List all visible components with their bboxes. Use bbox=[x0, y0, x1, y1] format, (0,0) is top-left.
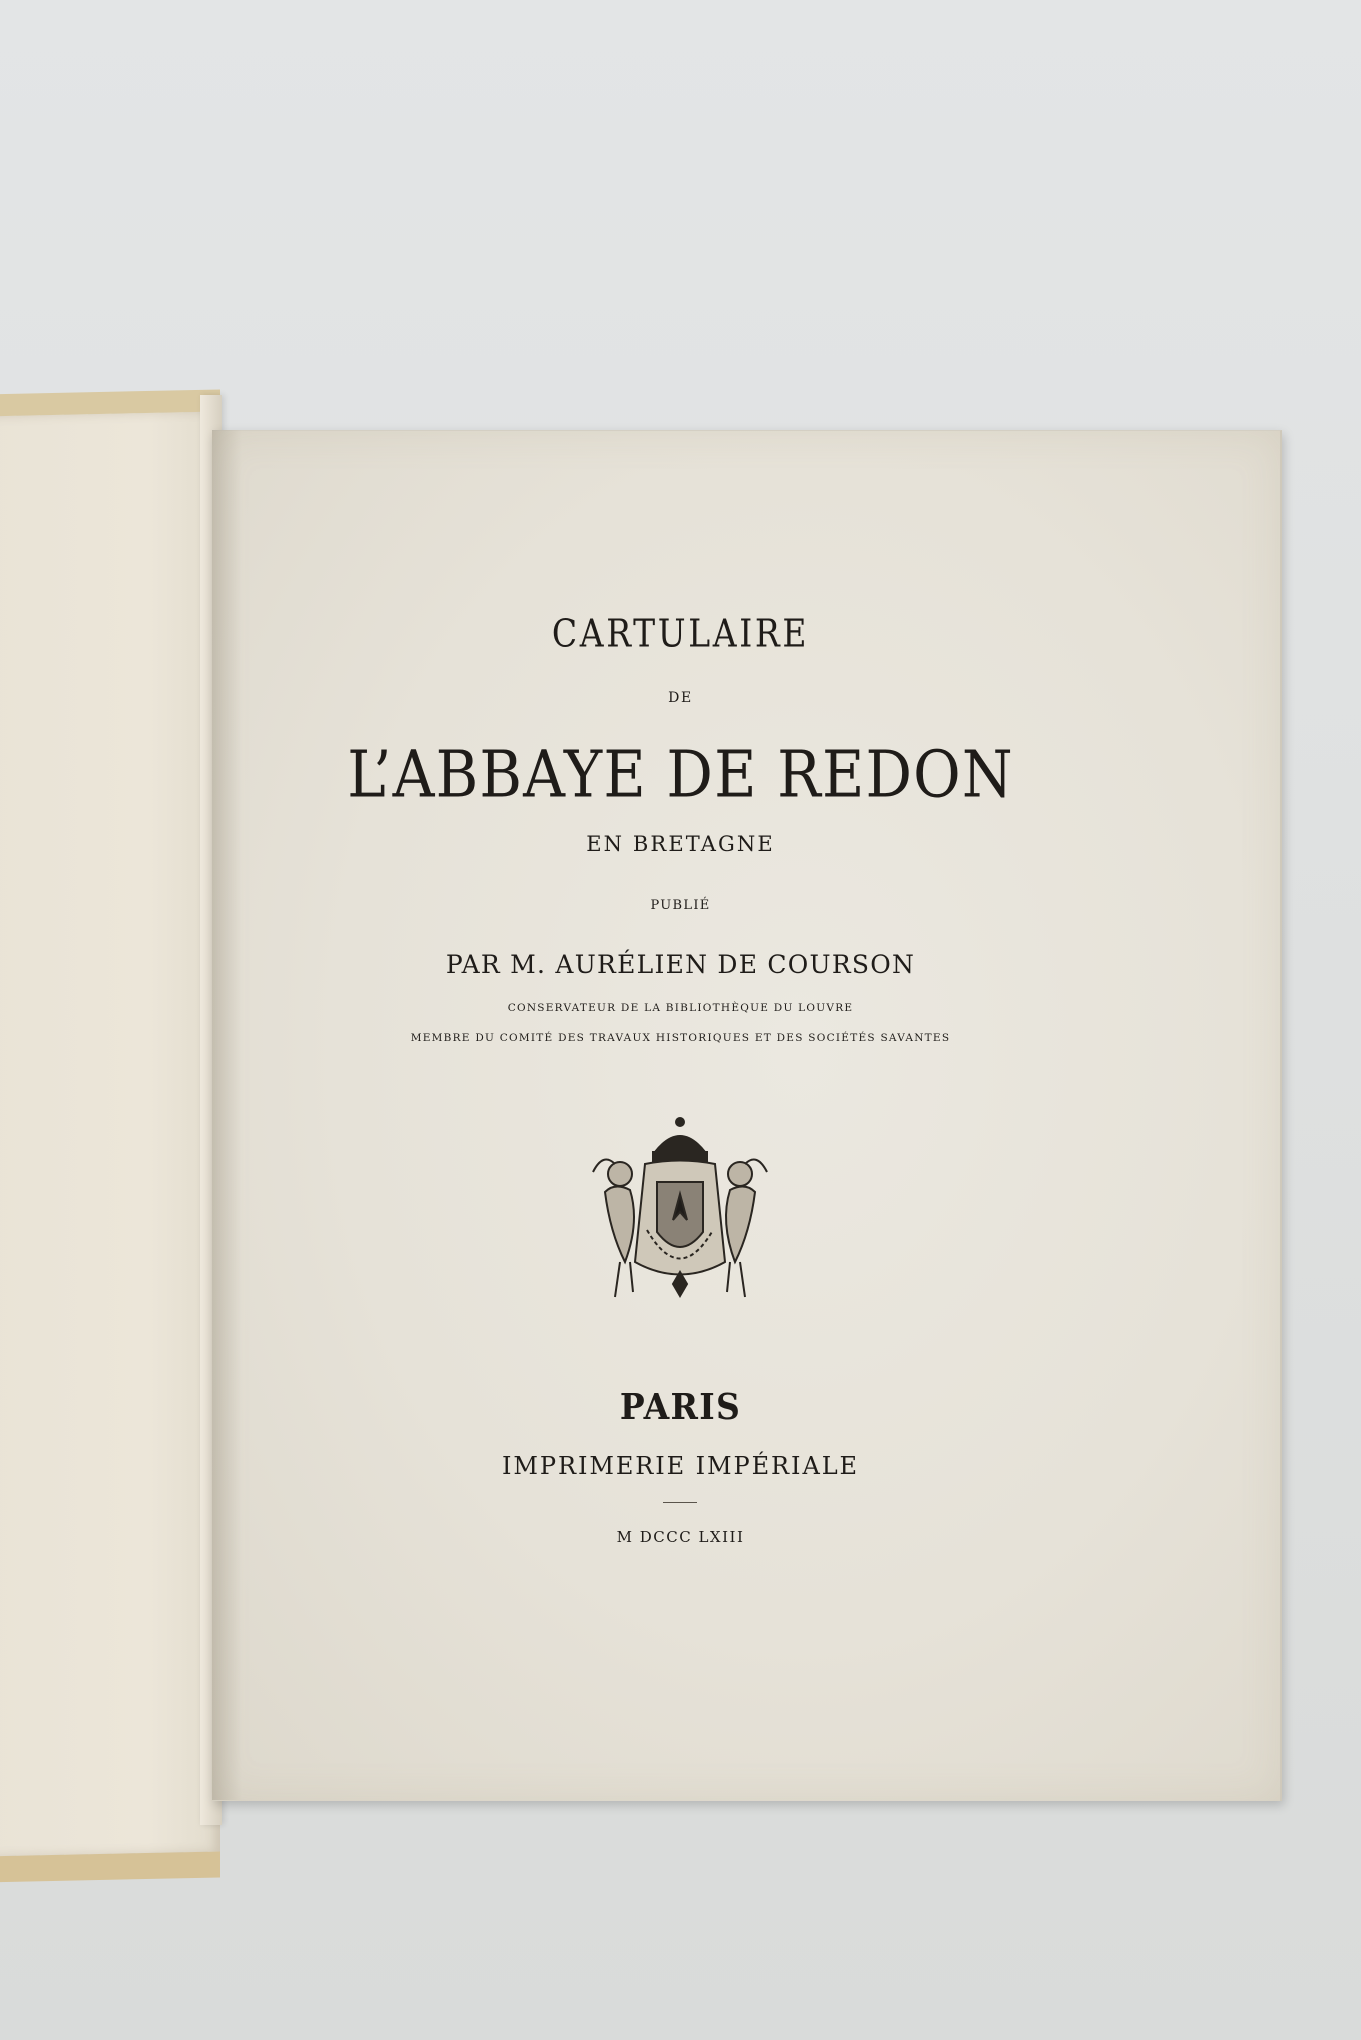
title-line-1: CARTULAIRE bbox=[551, 611, 810, 656]
author-line: PAR M. AURÉLIEN DE COURSON bbox=[445, 950, 916, 979]
subtitle: EN BRETAGNE bbox=[586, 832, 775, 856]
printer: IMPRIMERIE IMPÉRIALE bbox=[501, 1452, 859, 1480]
title-line-2: DE bbox=[668, 690, 693, 706]
main-title: L’ABBAYE DE REDON bbox=[347, 735, 1014, 813]
city: PARIS bbox=[619, 1385, 742, 1428]
publication-year: M DCCC LXIII bbox=[616, 1528, 745, 1546]
imperial-coat-of-arms-icon bbox=[585, 1112, 775, 1312]
author-role-2: MEMBRE DU COMITÉ DES TRAVAUX HISTORIQUES ET DES SOCIÉTÉS SAVANTES bbox=[410, 1032, 951, 1044]
published-label: PUBLIÉ bbox=[650, 898, 711, 913]
author-role-1: CONSERVATEUR DE LA BIBLIOTHÈQUE DU LOUVRE bbox=[507, 1002, 854, 1014]
divider-rule bbox=[663, 1502, 697, 1503]
